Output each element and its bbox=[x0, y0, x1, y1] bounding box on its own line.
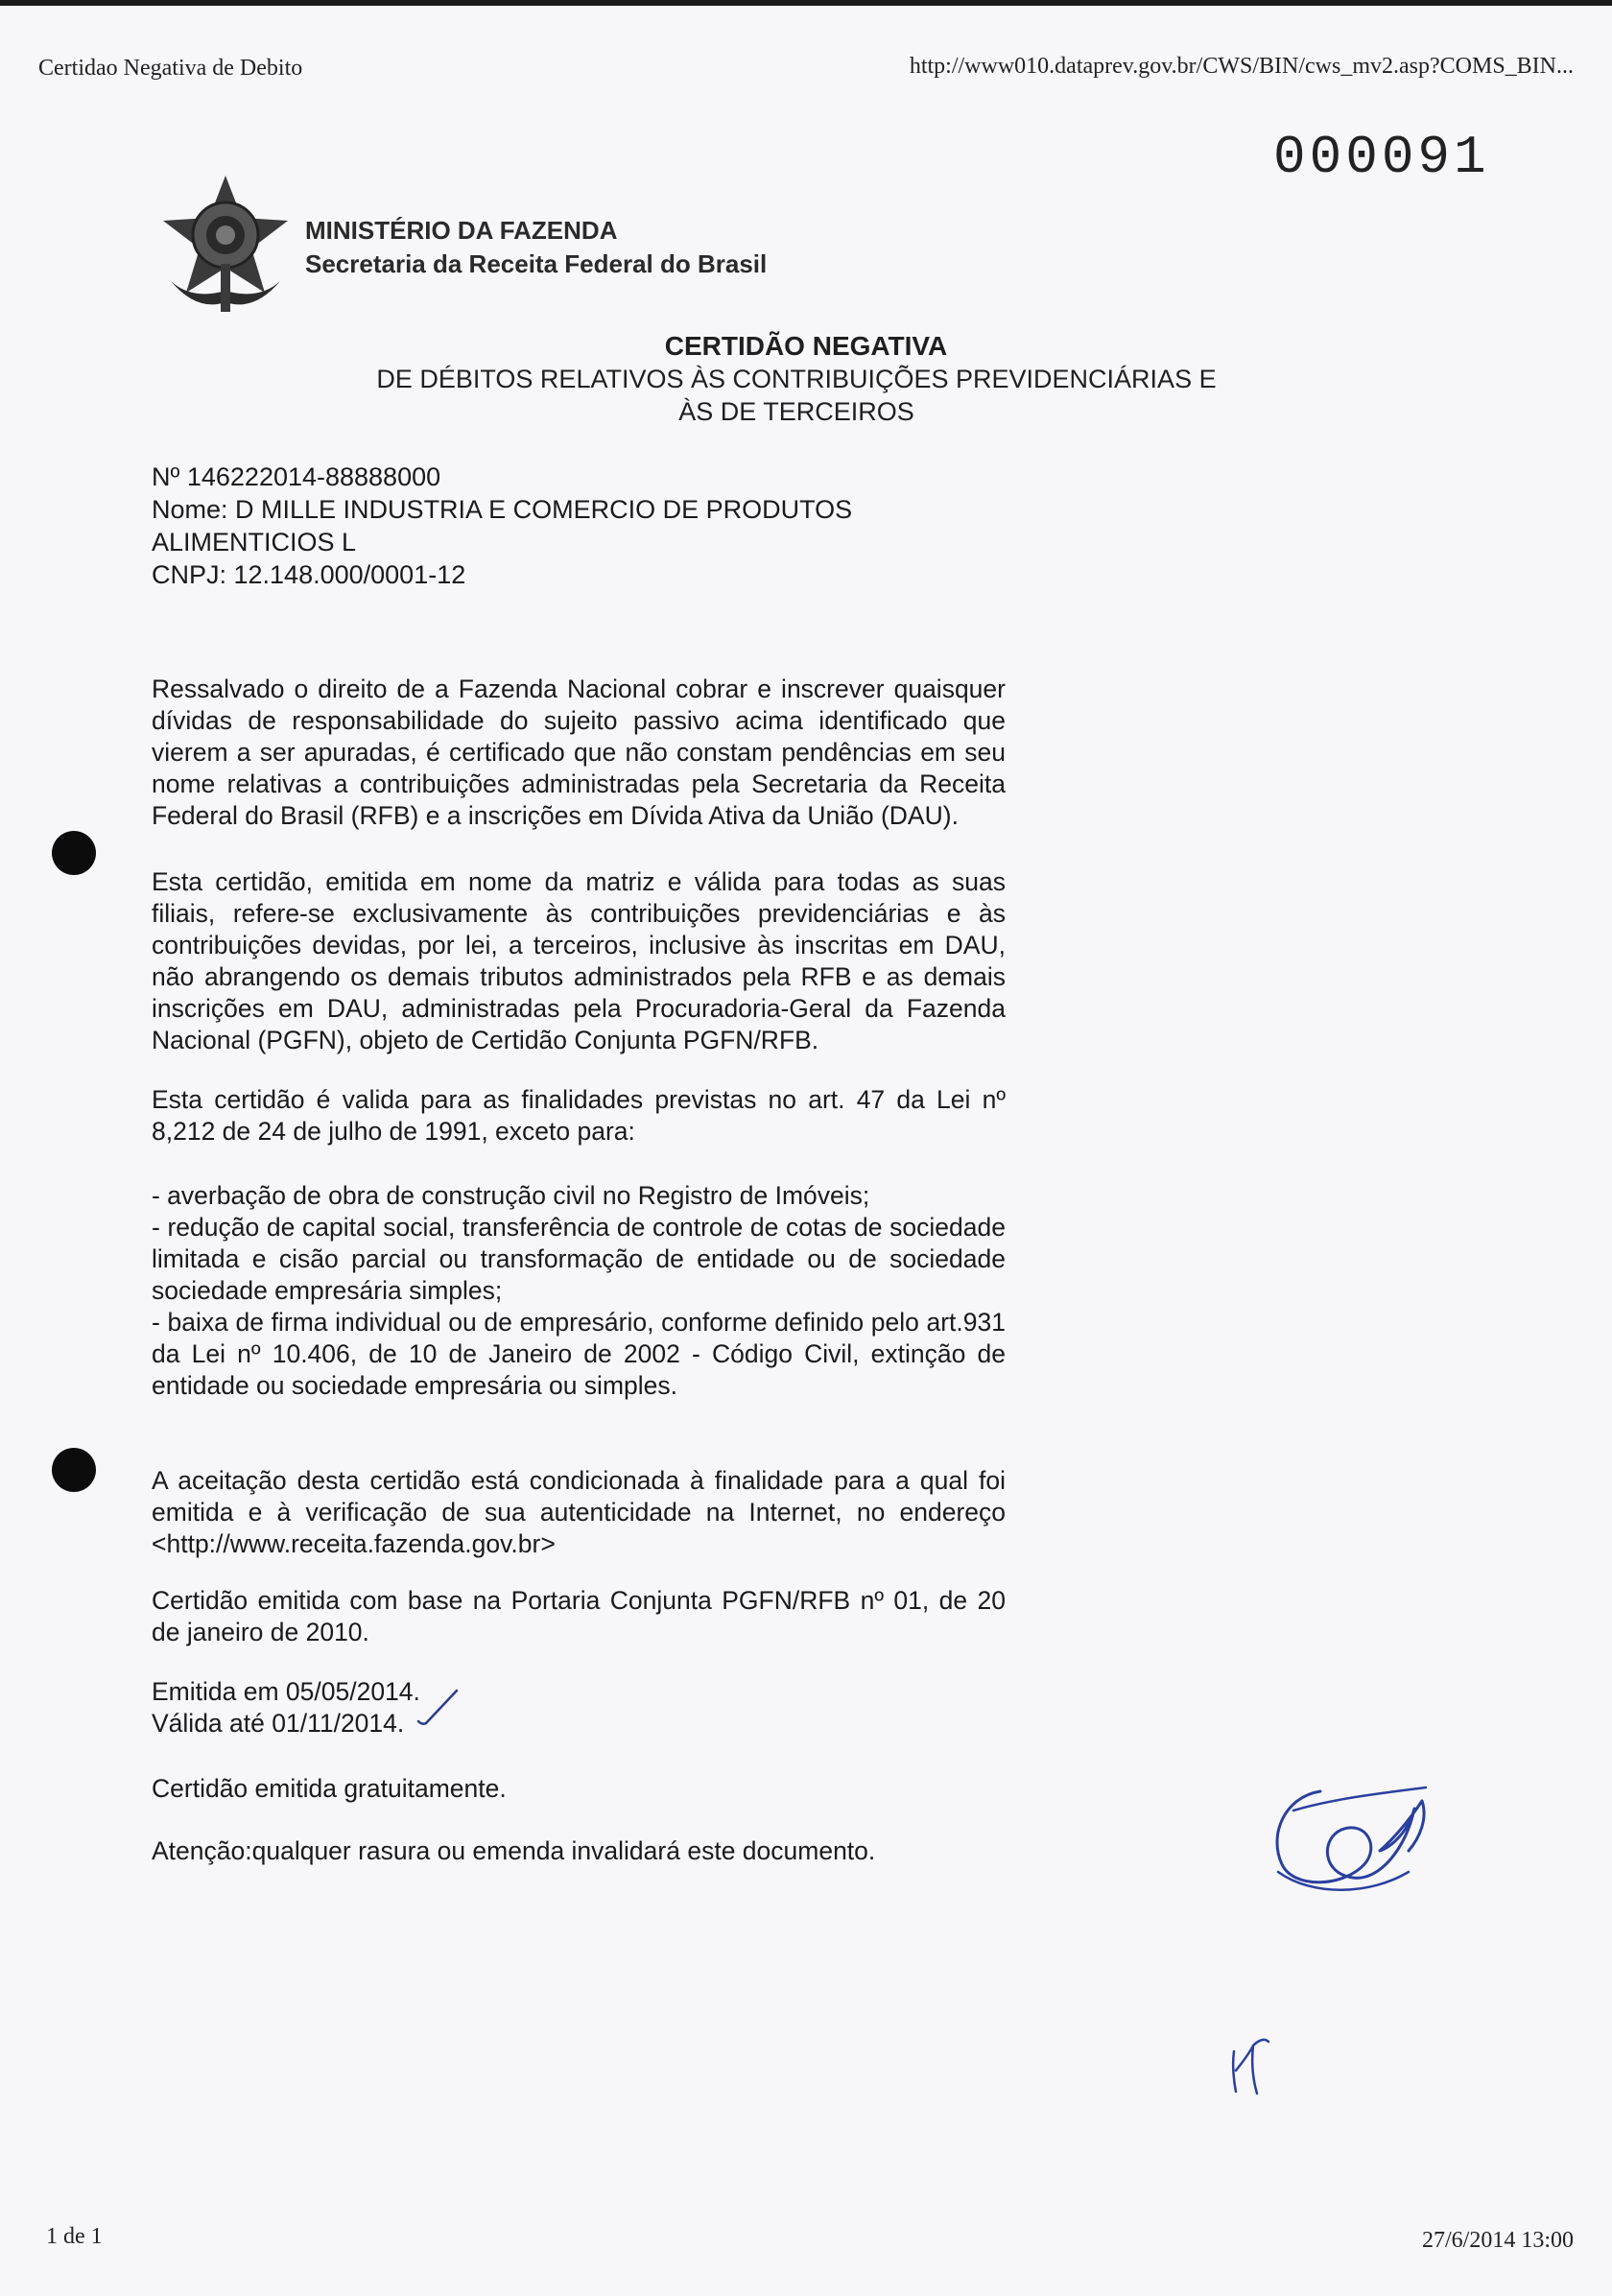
punch-hole bbox=[52, 831, 96, 875]
exceptions-list bbox=[152, 1180, 1006, 1402]
secretaria-name: Secretaria da Receita Federal do Brasil bbox=[305, 249, 768, 278]
paragraph-scope: Esta certidão, emitida em nome da matriz e válida para todas as suas filiais, refere-se exclusivamente às contribuições previdenciárias e às contribuições devidas, por lei, a terceiros, inclusive às inscritas em DAU, não abrangendo os demais tributos administrados pela RFB e as demais inscrições em DAU, administradas pela Procuradoria-Geral da Fazenda Nacional (PGFN), objeto de Certidão Conjunta PGFN/RFB. bbox=[152, 867, 1006, 1054]
certificate-number: Nº 146222014-88888000 bbox=[152, 462, 441, 491]
print-header-title: Certidao Negativa de Debito bbox=[38, 56, 303, 81]
certificate-subtitle bbox=[365, 363, 1228, 428]
initials-scribble bbox=[1224, 2032, 1272, 2099]
valid-until-date: Válida até 01/11/2014. bbox=[152, 1709, 405, 1738]
paragraph-legal-basis: Certidão emitida com base na Portaria Conjunta PGFN/RFB nº 01, de 20 de janeiro de 2010. bbox=[152, 1586, 1006, 1646]
issue-dates bbox=[152, 1676, 1006, 1740]
taxpayer-cnpj: CNPJ: 12.148.000/0001-12 bbox=[152, 560, 466, 589]
certificate-subtitle-line2: ÀS DE TERCEIROS bbox=[678, 397, 914, 426]
taxpayer-name-line1: Nome: D MILLE INDUSTRIA E COMERCIO DE PRODUTOS bbox=[152, 495, 853, 524]
stamp-number: 000091 bbox=[1273, 127, 1490, 188]
exception-item: - averbação de obra de construção civil no Registro de Imóveis; bbox=[152, 1181, 870, 1210]
punch-hole bbox=[52, 1448, 96, 1492]
paragraph-ressalva: Ressalvado o direito de a Fazenda Nacional cobrar e inscrever quaisquer dívidas de responsabilidade do sujeito passivo acima identificado que vierem a ser apuradas, é certificado que não constam pendências em seu nome relativas a contribuições administradas pela Secretaria da Receita Federal do Brasil (RFB) e a inscrições em Dívida Ativa da União (DAU). bbox=[152, 675, 1006, 830]
brazil-coat-of-arms-icon bbox=[154, 168, 297, 321]
scan-top-edge bbox=[0, 0, 1612, 6]
exception-item: - redução de capital social, transferência de controle de cotas de sociedade limitada e cisão parcial ou transformação de entidade ou de sociedade sociedade empresária simples; bbox=[152, 1213, 1006, 1305]
certificate-subtitle-line1: DE DÉBITOS RELATIVOS ÀS CONTRIBUIÇÕES PREVIDENCIÁRIAS E bbox=[376, 365, 1217, 393]
paragraph-validity: Esta certidão é valida para as finalidades previstas no art. 47 da Lei nº 8,212 de 24 de julho de 1991, exceto para: bbox=[152, 1085, 1006, 1146]
paragraph-acceptance: A aceitação desta certidão está condicionada à finalidade para a qual foi emitida e à verificação de sua autenticidade na Internet, no endereço <http://www.receita.fazenda.gov.br> bbox=[152, 1466, 1006, 1558]
signature-scribble bbox=[1265, 1780, 1433, 1905]
identification-block bbox=[152, 461, 881, 591]
print-header-url: http://www010.dataprev.gov.br/CWS/BIN/cws_mv2.asp?COMS_BIN... bbox=[909, 54, 1574, 79]
paragraph-free: Certidão emitida gratuitamente. bbox=[152, 1774, 507, 1803]
issued-date: Emitida em 05/05/2014. bbox=[152, 1677, 420, 1706]
check-mark-icon bbox=[415, 1685, 462, 1733]
taxpayer-name-line2: ALIMENTICIOS L bbox=[152, 528, 357, 556]
print-datetime: 27/6/2014 13:00 bbox=[1421, 2228, 1574, 2253]
exception-item: - baixa de firma individual ou de empresário, conforme definido pelo art.931 da Lei nº 10.406, de 10 de Janeiro de 2002 - Código Civil, extinção de entidade ou sociedade empresária ou simples. bbox=[152, 1308, 1006, 1400]
certificate-title: CERTIDÃO NEGATIVA bbox=[664, 331, 948, 361]
page-counter: 1 de 1 bbox=[46, 2224, 103, 2249]
ministry-name: MINISTÉRIO DA FAZENDA bbox=[305, 216, 618, 245]
paragraph-warning: Atenção:qualquer rasura ou emenda invalidará este documento. bbox=[152, 1836, 876, 1865]
